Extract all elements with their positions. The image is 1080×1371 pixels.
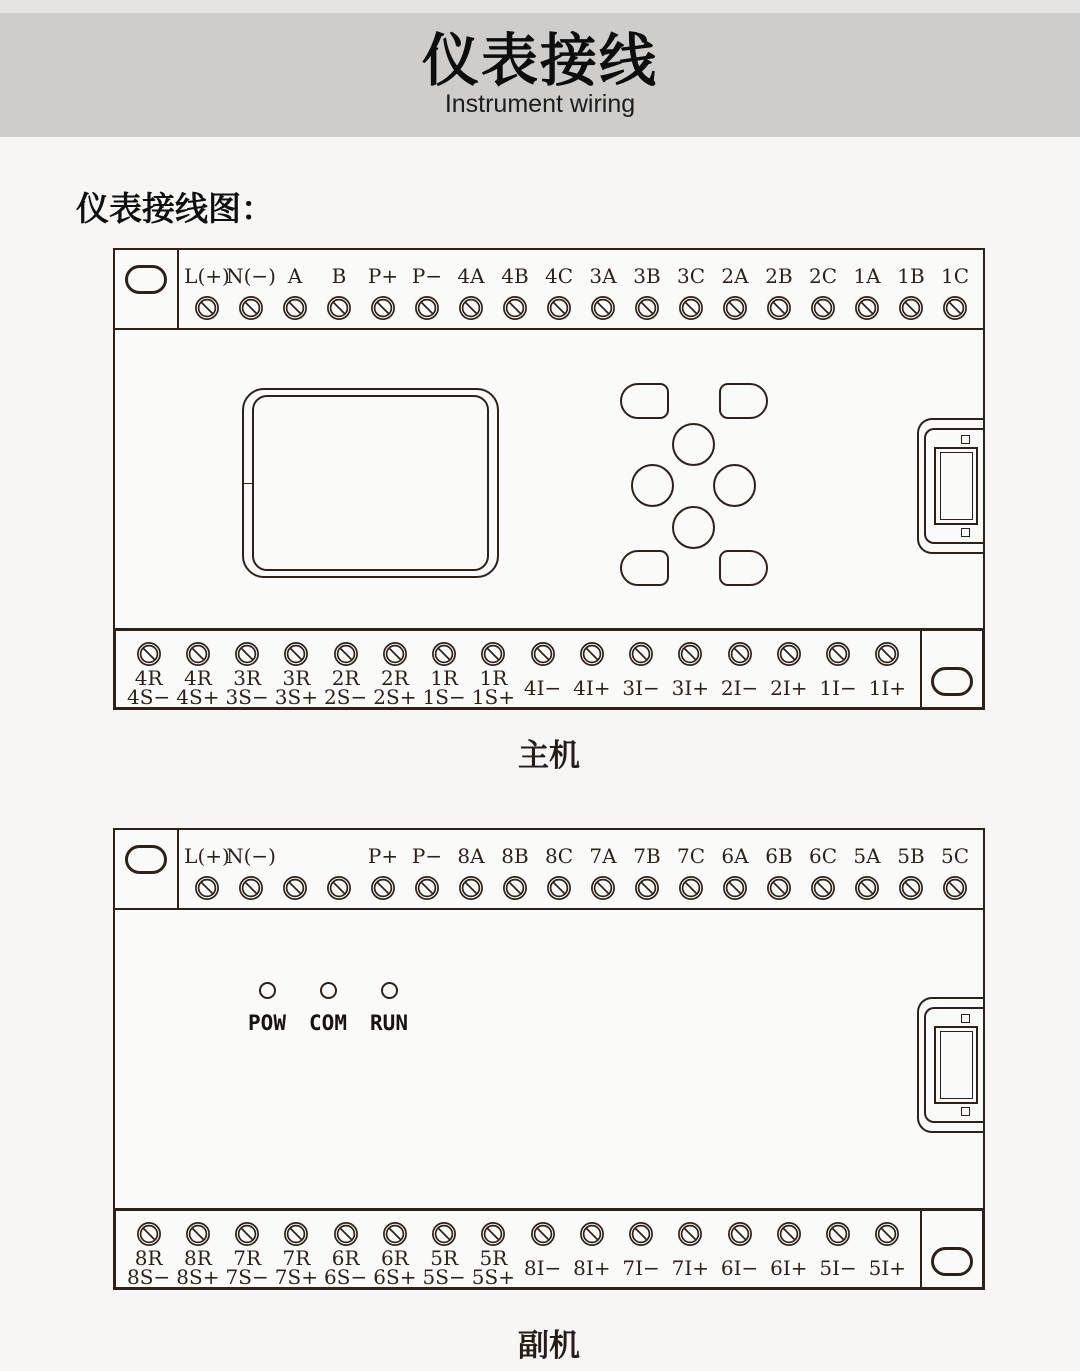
led-indicator bbox=[305, 982, 351, 1035]
screw-terminal-icon bbox=[825, 641, 851, 667]
screw-terminal-icon bbox=[898, 295, 924, 321]
main-bottom-terminal-strip bbox=[113, 628, 985, 710]
terminal-label: 3I− bbox=[622, 675, 660, 700]
screw-terminal-icon bbox=[678, 295, 704, 321]
lcd-display-inner bbox=[252, 395, 489, 571]
screw-terminal-icon bbox=[414, 875, 440, 901]
terminal bbox=[670, 830, 712, 908]
screw-terminal-icon bbox=[898, 875, 924, 901]
terminal-label: L(+) bbox=[184, 844, 230, 868]
terminal bbox=[864, 1211, 910, 1287]
terminal-label: 7R 7S+ bbox=[274, 1246, 318, 1289]
terminal-label: 7R 7S− bbox=[225, 1246, 269, 1289]
screw-terminal-icon bbox=[480, 1221, 506, 1247]
terminal bbox=[569, 631, 615, 707]
terminal-label: 4I+ bbox=[573, 675, 611, 700]
terminal bbox=[224, 1211, 270, 1287]
screw-terminal-icon bbox=[136, 1221, 162, 1247]
keypad-button-up-icon bbox=[672, 423, 715, 466]
secondary-bottom-terminals bbox=[116, 1211, 920, 1287]
terminal bbox=[667, 1211, 713, 1287]
connector-tab-bottom bbox=[961, 528, 970, 537]
screw-terminal-icon bbox=[722, 875, 748, 901]
terminal bbox=[890, 250, 932, 328]
terminal bbox=[626, 250, 668, 328]
terminal bbox=[126, 1211, 172, 1287]
terminal-label: L(+) bbox=[184, 264, 230, 288]
led-label: RUN bbox=[370, 1011, 408, 1035]
screw-terminal-icon bbox=[282, 875, 308, 901]
mounting-oval-icon bbox=[125, 265, 167, 294]
screw-terminal-icon bbox=[458, 875, 484, 901]
terminal bbox=[470, 1211, 516, 1287]
screw-terminal-icon bbox=[382, 1221, 408, 1247]
screw-terminal-icon bbox=[238, 875, 264, 901]
terminal bbox=[318, 250, 360, 328]
page-title: 仪表接线 bbox=[422, 29, 658, 93]
header-band bbox=[0, 13, 1080, 137]
mounting-slot bbox=[115, 830, 179, 908]
terminal bbox=[846, 830, 888, 908]
mounting-slot bbox=[115, 250, 179, 328]
screw-terminal-icon bbox=[854, 875, 880, 901]
device-secondary-unit bbox=[113, 828, 985, 1290]
terminal-label: 5R 5S+ bbox=[471, 1246, 515, 1289]
terminal-label: 7I+ bbox=[671, 1255, 710, 1280]
screw-terminal-icon bbox=[431, 641, 457, 667]
terminal bbox=[450, 830, 492, 908]
terminal-label: 1A bbox=[853, 264, 881, 288]
terminal bbox=[372, 1211, 418, 1287]
screw-terminal-icon bbox=[874, 641, 900, 667]
main-device-body bbox=[113, 328, 985, 630]
screw-terminal-icon bbox=[727, 1221, 753, 1247]
terminal-label: 5I− bbox=[819, 1255, 857, 1280]
keypad-button-bottom-left-icon bbox=[620, 550, 669, 586]
terminal-label: 2I− bbox=[720, 675, 759, 700]
terminal bbox=[667, 631, 713, 707]
terminal-label: 3R 3S+ bbox=[274, 666, 318, 709]
terminal bbox=[714, 250, 756, 328]
screw-terminal-icon bbox=[326, 875, 352, 901]
terminal bbox=[520, 1211, 566, 1287]
screw-terminal-icon bbox=[766, 295, 792, 321]
terminal-label: A bbox=[287, 264, 303, 288]
terminal-label: P+ bbox=[367, 264, 399, 288]
screw-terminal-icon bbox=[546, 875, 572, 901]
screw-terminal-icon bbox=[678, 875, 704, 901]
terminal bbox=[273, 1211, 319, 1287]
terminal bbox=[274, 250, 316, 328]
screw-terminal-icon bbox=[431, 1221, 457, 1247]
terminal-label: 6C bbox=[808, 844, 838, 868]
terminal bbox=[890, 830, 932, 908]
screw-terminal-icon bbox=[766, 875, 792, 901]
terminal bbox=[406, 830, 448, 908]
secondary-device-body bbox=[113, 908, 985, 1210]
screw-terminal-icon bbox=[677, 641, 703, 667]
terminal bbox=[815, 1211, 861, 1287]
terminal bbox=[323, 631, 369, 707]
terminal-label: 3B bbox=[633, 264, 661, 288]
terminal-label: 2B bbox=[765, 264, 793, 288]
terminal-label: 5A bbox=[853, 844, 881, 868]
screw-terminal-icon bbox=[590, 875, 616, 901]
terminal-label: 6R 6S− bbox=[324, 1246, 368, 1289]
terminal-label: 4C bbox=[544, 264, 574, 288]
screw-terminal-icon bbox=[590, 295, 616, 321]
connector-tab-top bbox=[961, 1014, 970, 1023]
connector-socket bbox=[934, 1026, 978, 1104]
terminal bbox=[766, 631, 812, 707]
screw-terminal-icon bbox=[414, 295, 440, 321]
screw-terminal-icon bbox=[628, 1221, 654, 1247]
led-indicator bbox=[366, 982, 412, 1035]
terminal-label: 1R 1S+ bbox=[471, 666, 515, 709]
terminal bbox=[494, 830, 536, 908]
mounting-oval-icon bbox=[931, 667, 973, 696]
display-bezel-tick bbox=[242, 483, 252, 484]
terminal-label: 6I− bbox=[720, 1255, 759, 1280]
terminal bbox=[582, 250, 624, 328]
section-heading: 仪表接线图： bbox=[76, 190, 274, 227]
terminal bbox=[582, 830, 624, 908]
screw-terminal-icon bbox=[370, 875, 396, 901]
terminal-label: 1R 1S− bbox=[422, 666, 466, 709]
terminal-label: 3A bbox=[589, 264, 617, 288]
expansion-connector bbox=[917, 418, 983, 554]
device-main-unit bbox=[113, 248, 985, 710]
connector-tab-bottom bbox=[961, 1107, 970, 1116]
terminal bbox=[538, 250, 580, 328]
terminal-label: 4I− bbox=[523, 675, 562, 700]
screw-terminal-icon bbox=[333, 641, 359, 667]
mounting-oval-icon bbox=[931, 1247, 973, 1276]
terminal-label: 4R 4S+ bbox=[176, 666, 220, 709]
terminal-label: 7A bbox=[589, 844, 617, 868]
terminal-label: 7B bbox=[633, 844, 661, 868]
screw-terminal-icon bbox=[283, 1221, 309, 1247]
terminal-label: 4R 4S− bbox=[127, 666, 171, 709]
terminal bbox=[758, 250, 800, 328]
terminal bbox=[717, 631, 763, 707]
page-top-strip bbox=[0, 0, 1080, 13]
terminal-label: 1I− bbox=[819, 675, 857, 700]
terminal-label: 5I+ bbox=[868, 1255, 907, 1280]
terminal-label: 2C bbox=[808, 264, 838, 288]
terminal-label: 5B bbox=[897, 844, 925, 868]
terminal-label: 8R 8S− bbox=[127, 1246, 171, 1289]
terminal bbox=[538, 830, 580, 908]
terminal bbox=[618, 631, 664, 707]
screw-terminal-icon bbox=[810, 295, 836, 321]
terminal bbox=[175, 631, 221, 707]
terminal bbox=[494, 250, 536, 328]
terminal-label: 5R 5S− bbox=[422, 1246, 466, 1289]
terminal bbox=[186, 250, 228, 328]
led-dot-icon bbox=[381, 982, 398, 999]
expansion-connector bbox=[917, 997, 983, 1133]
main-unit-caption: 主机 bbox=[518, 738, 580, 774]
terminal-label: 8I+ bbox=[573, 1255, 611, 1280]
screw-terminal-icon bbox=[502, 295, 528, 321]
screw-terminal-icon bbox=[326, 295, 352, 321]
terminal-label: 1I+ bbox=[868, 675, 907, 700]
terminal-label: 7C bbox=[676, 844, 706, 868]
terminal bbox=[323, 1211, 369, 1287]
terminal bbox=[569, 1211, 615, 1287]
terminal bbox=[372, 631, 418, 707]
main-top-terminal-strip bbox=[113, 248, 985, 330]
page-subtitle: Instrument wiring bbox=[444, 90, 636, 118]
terminal bbox=[421, 631, 467, 707]
screw-terminal-icon bbox=[942, 295, 968, 321]
terminal bbox=[175, 1211, 221, 1287]
terminal-label: 2R 2S− bbox=[324, 666, 368, 709]
secondary-top-terminal-strip bbox=[113, 828, 985, 910]
terminal bbox=[626, 830, 668, 908]
screw-terminal-icon bbox=[185, 641, 211, 667]
screw-terminal-icon bbox=[634, 295, 660, 321]
terminal bbox=[273, 631, 319, 707]
terminal-label: N(−) bbox=[226, 264, 276, 288]
screw-terminal-icon bbox=[628, 641, 654, 667]
secondary-unit-caption: 副机 bbox=[518, 1328, 580, 1364]
keypad-button-top-left-icon bbox=[620, 383, 669, 419]
screw-terminal-icon bbox=[874, 1221, 900, 1247]
terminal bbox=[226, 830, 276, 908]
screw-terminal-icon bbox=[185, 1221, 211, 1247]
keypad-button-top-right-icon bbox=[719, 383, 768, 419]
keypad-button-down-icon bbox=[672, 506, 715, 549]
screw-terminal-icon bbox=[579, 641, 605, 667]
terminal-label: 4A bbox=[457, 264, 485, 288]
terminal-label: 2R 2S+ bbox=[373, 666, 417, 709]
main-top-terminals bbox=[179, 250, 983, 328]
terminal-label: 4B bbox=[501, 264, 529, 288]
screw-terminal-icon bbox=[776, 641, 802, 667]
screw-terminal-icon bbox=[238, 295, 264, 321]
terminal-label: N(−) bbox=[226, 844, 276, 868]
connector-socket-inner bbox=[940, 1031, 973, 1099]
terminal-label: 6B bbox=[765, 844, 793, 868]
lcd-display bbox=[242, 388, 499, 578]
screw-terminal-icon bbox=[194, 295, 220, 321]
screw-terminal-icon bbox=[776, 1221, 802, 1247]
terminal-label: 8C bbox=[544, 844, 574, 868]
keypad-button-bottom-right-icon bbox=[719, 550, 768, 586]
terminal-label: 8B bbox=[501, 844, 529, 868]
terminal bbox=[618, 1211, 664, 1287]
screw-terminal-icon bbox=[282, 295, 308, 321]
screw-terminal-icon bbox=[530, 1221, 556, 1247]
terminal bbox=[362, 830, 404, 908]
screw-terminal-icon bbox=[546, 295, 572, 321]
terminal bbox=[126, 631, 172, 707]
screw-terminal-icon bbox=[530, 641, 556, 667]
led-dot-icon bbox=[259, 982, 276, 999]
screw-terminal-icon bbox=[333, 1221, 359, 1247]
terminal bbox=[670, 250, 712, 328]
terminal bbox=[450, 250, 492, 328]
screw-terminal-icon bbox=[458, 295, 484, 321]
terminal bbox=[406, 250, 448, 328]
terminal-label: P+ bbox=[367, 844, 399, 868]
screw-terminal-icon bbox=[370, 295, 396, 321]
terminal-label: 7I− bbox=[622, 1255, 660, 1280]
terminal bbox=[815, 631, 861, 707]
terminal-label: 6R 6S+ bbox=[373, 1246, 417, 1289]
terminal-label: 3C bbox=[676, 264, 706, 288]
terminal-label: 8I− bbox=[523, 1255, 562, 1280]
terminal bbox=[934, 250, 976, 328]
keypad-button-left-icon bbox=[631, 464, 674, 507]
terminal-label: 8A bbox=[457, 844, 485, 868]
screw-terminal-icon bbox=[579, 1221, 605, 1247]
secondary-bottom-terminal-strip bbox=[113, 1208, 985, 1290]
terminal-label: 2I+ bbox=[770, 675, 808, 700]
terminal-label: 2A bbox=[721, 264, 749, 288]
led-indicators bbox=[244, 982, 412, 1035]
screw-terminal-icon bbox=[854, 295, 880, 321]
screw-terminal-icon bbox=[502, 875, 528, 901]
screw-terminal-icon bbox=[234, 1221, 260, 1247]
led-label: COM bbox=[309, 1011, 347, 1035]
terminal bbox=[766, 1211, 812, 1287]
terminal bbox=[470, 631, 516, 707]
terminal bbox=[717, 1211, 763, 1287]
terminal bbox=[864, 631, 910, 707]
screw-terminal-icon bbox=[722, 295, 748, 321]
led-label: POW bbox=[248, 1011, 286, 1035]
screw-terminal-icon bbox=[136, 641, 162, 667]
terminal-label: 5C bbox=[940, 844, 970, 868]
terminal bbox=[224, 631, 270, 707]
terminal-label: 8R 8S+ bbox=[176, 1246, 220, 1289]
screw-terminal-icon bbox=[825, 1221, 851, 1247]
terminal bbox=[362, 250, 404, 328]
led-dot-icon bbox=[320, 982, 337, 999]
screw-terminal-icon bbox=[727, 641, 753, 667]
terminal bbox=[274, 830, 316, 908]
terminal-label: P− bbox=[411, 264, 443, 288]
secondary-top-terminals bbox=[179, 830, 983, 908]
keypad-button-right-icon bbox=[713, 464, 756, 507]
terminal-label: 3I+ bbox=[671, 675, 710, 700]
mounting-slot bbox=[920, 1211, 982, 1287]
terminal-label: 6I+ bbox=[770, 1255, 808, 1280]
screw-terminal-icon bbox=[677, 1221, 703, 1247]
screw-terminal-icon bbox=[480, 641, 506, 667]
terminal bbox=[846, 250, 888, 328]
terminal bbox=[421, 1211, 467, 1287]
connector-socket bbox=[934, 447, 978, 525]
connector-tab-top bbox=[961, 435, 970, 444]
screw-terminal-icon bbox=[634, 875, 660, 901]
mounting-oval-icon bbox=[125, 845, 167, 874]
terminal-label: 1B bbox=[897, 264, 925, 288]
terminal bbox=[758, 830, 800, 908]
terminal bbox=[934, 830, 976, 908]
screw-terminal-icon bbox=[234, 641, 260, 667]
terminal bbox=[714, 830, 756, 908]
terminal-label: 1C bbox=[940, 264, 970, 288]
terminal bbox=[226, 250, 276, 328]
terminal bbox=[802, 250, 844, 328]
terminal bbox=[186, 830, 228, 908]
terminal-label: 6A bbox=[721, 844, 749, 868]
screw-terminal-icon bbox=[810, 875, 836, 901]
screw-terminal-icon bbox=[942, 875, 968, 901]
terminal-label: 3R 3S− bbox=[225, 666, 269, 709]
mounting-slot bbox=[920, 631, 982, 707]
main-bottom-terminals bbox=[116, 631, 920, 707]
screw-terminal-icon bbox=[194, 875, 220, 901]
terminal bbox=[802, 830, 844, 908]
screw-terminal-icon bbox=[382, 641, 408, 667]
terminal-label: P− bbox=[411, 844, 443, 868]
connector-socket-inner bbox=[940, 452, 973, 520]
terminal-label: B bbox=[331, 264, 347, 288]
screw-terminal-icon bbox=[283, 641, 309, 667]
led-indicator bbox=[244, 982, 290, 1035]
terminal bbox=[520, 631, 566, 707]
terminal bbox=[318, 830, 360, 908]
